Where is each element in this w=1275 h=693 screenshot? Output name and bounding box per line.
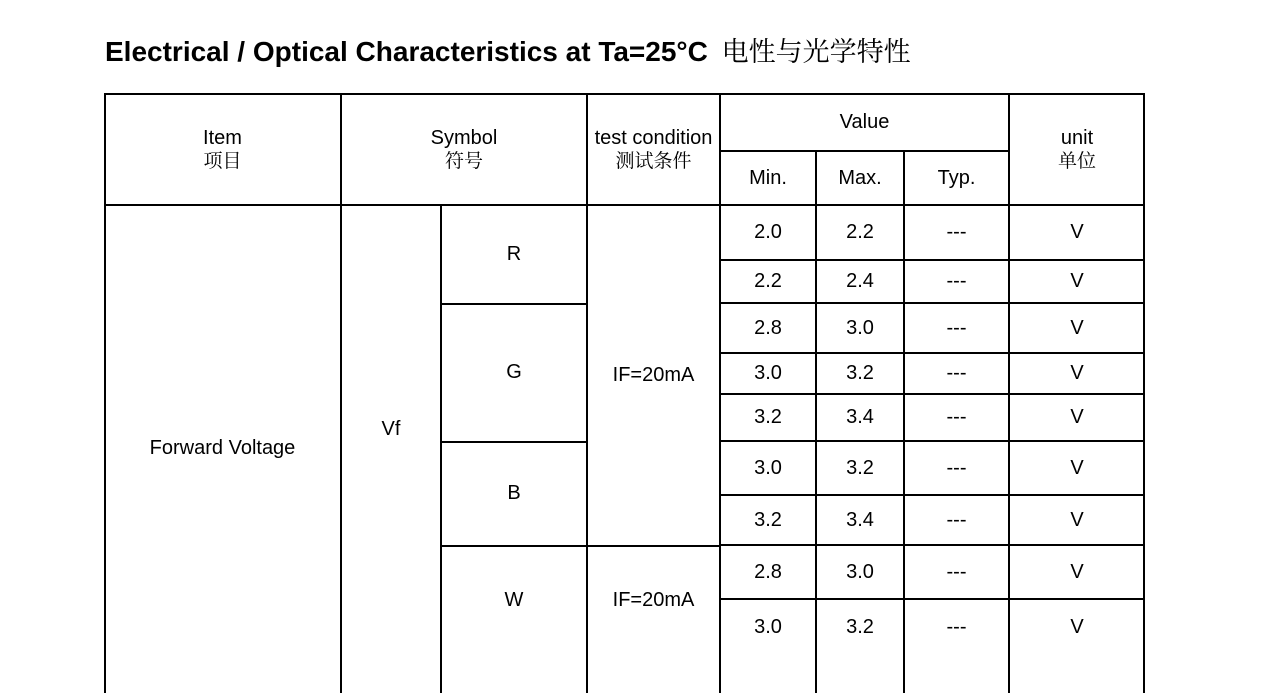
value-max-cell: 3.0 [846,316,874,339]
header-test-condition [587,93,720,205]
value-min-cell: 3.0 [754,615,782,638]
color-r: R [506,242,522,265]
value-max-cell: 3.2 [846,456,874,479]
header-min: Min. [749,166,787,189]
page-title [105,30,911,69]
value-min-cell: 3.2 [754,508,782,531]
value-unit-cell: V [1070,508,1084,531]
value-max-cell: 2.2 [846,221,874,243]
header-symbol-en: Symbol [430,126,498,149]
value-unit-cell: V [1070,316,1084,339]
characteristics-table [104,93,1145,693]
header-test-zh: 测试条件 [615,149,692,172]
value-typ-cell: --- [946,456,967,479]
value-unit-cell: V [1070,456,1084,479]
value-typ-cell: --- [946,560,967,583]
item-forward-voltage: Forward Voltage [149,436,296,459]
test-condition-w: IF=20mA [612,588,695,611]
value-unit-cell: V [1070,615,1084,638]
header-item [104,93,341,205]
value-max-cell: 3.2 [846,615,874,638]
header-item-zh: 项目 [203,149,242,172]
header-unit-en: unit [1060,126,1094,149]
value-min-cell: 3.0 [754,456,782,479]
header-symbol [341,93,587,205]
header-value: Value [839,110,890,133]
value-max-cell: 3.0 [846,560,874,583]
header-test-en: test condition [594,126,713,149]
value-min-cell: 3.2 [754,406,782,428]
header-typ: Typ. [937,166,976,189]
color-b: B [507,481,521,504]
color-g: G [506,360,522,383]
value-min-cell: 3.0 [754,362,782,384]
value-max-cell: 3.4 [846,406,874,428]
value-unit-cell: V [1070,362,1084,384]
value-min-cell: 2.8 [754,316,782,339]
value-max-cell: 3.2 [846,362,874,384]
value-typ-cell: --- [946,270,967,292]
value-unit-cell: V [1070,560,1084,583]
value-typ-cell: --- [946,406,967,428]
value-typ-cell: --- [946,362,967,384]
value-unit-cell: V [1070,221,1084,243]
symbol-vf: Vf [381,417,401,440]
color-w: W [504,588,524,611]
value-max-cell: 3.4 [846,508,874,531]
value-typ-cell: --- [946,508,967,531]
value-min-cell: 2.2 [754,270,782,292]
header-unit-zh: 单位 [1057,149,1096,172]
header-item-en: Item [203,126,242,149]
value-typ-cell: --- [946,316,967,339]
header-max: Max. [838,166,882,189]
title-english: Electrical / Optical Characteristics at Ta=25°C [105,36,708,67]
test-condition-rgb: IF=20mA [612,363,695,386]
value-unit-cell: V [1070,406,1084,428]
value-max-cell: 2.4 [846,270,874,292]
value-typ-cell: --- [946,615,967,638]
header-symbol-zh: 符号 [444,149,483,172]
header-unit [1009,93,1145,205]
value-typ-cell: --- [946,221,967,243]
value-min-cell: 2.8 [754,560,782,583]
value-unit-cell: V [1070,270,1084,292]
value-min-cell: 2.0 [754,221,782,243]
title-chinese: 电性与光学特性 [721,37,911,68]
